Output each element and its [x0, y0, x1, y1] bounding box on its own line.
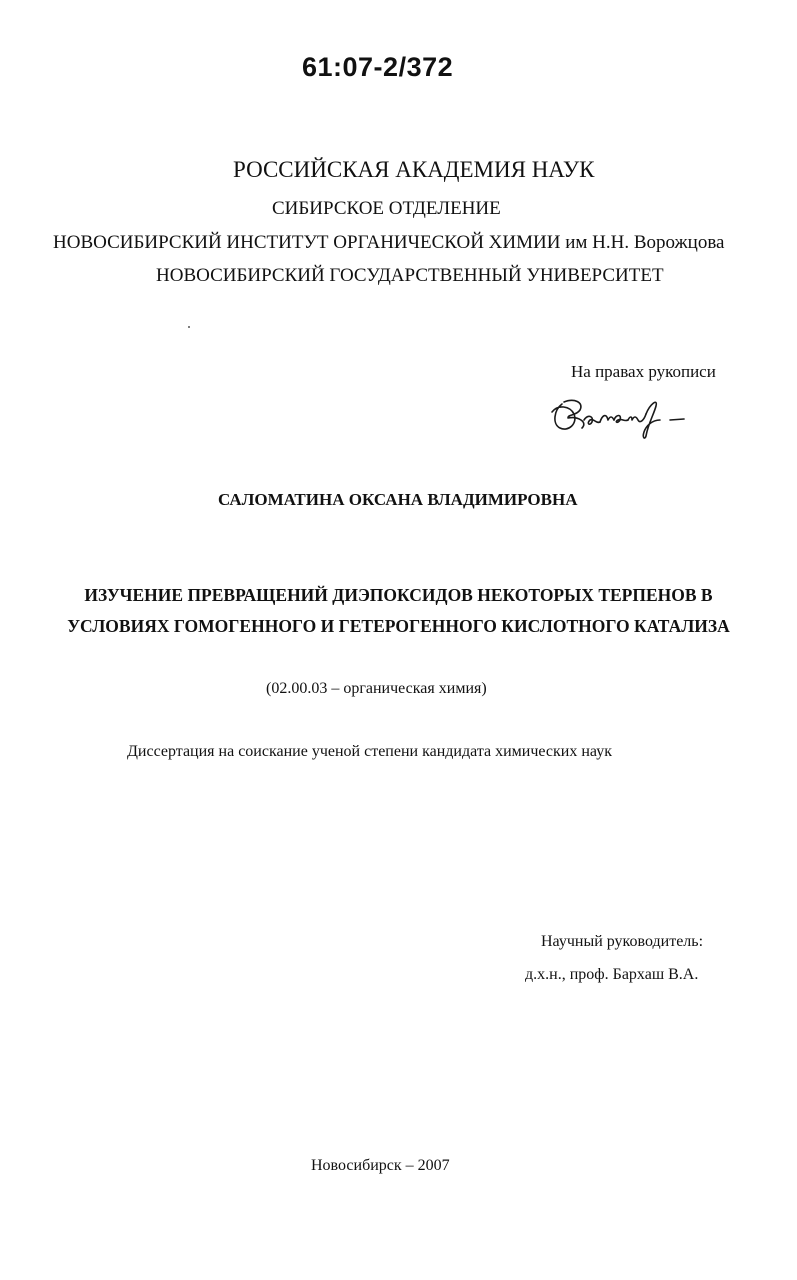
thesis-title-line-1: ИЗУЧЕНИЕ ПРЕВРАЩЕНИЙ ДИЭПОКСИДОВ НЕКОТОРЫХ ТЕРПЕНОВ В [84, 585, 713, 605]
supervisor-label: Научный руководитель: [541, 933, 704, 950]
handwritten-signature-icon [548, 390, 698, 442]
scan-speck [188, 326, 190, 328]
author-name: САЛОМАТИНА ОКСАНА ВЛАДИМИРОВНА [218, 490, 578, 509]
supervisor-name: д.х.н., проф. Бархаш В.А. [525, 966, 699, 983]
city-year: Новосибирск – 2007 [311, 1157, 450, 1174]
thesis-title-line-2: УСЛОВИЯХ ГОМОГЕННОГО И ГЕТЕРОГЕННОГО КИСЛОТНОГО КАТАЛИЗА [67, 616, 730, 636]
specialty-code: (02.00.03 – органическая химия) [266, 680, 487, 697]
academy-name: РОССИЙСКАЯ АКАДЕМИЯ НАУК [233, 157, 595, 182]
branch-name: СИБИРСКОЕ ОТДЕЛЕНИЕ [272, 198, 501, 219]
university-name: НОВОСИБИРСКИЙ ГОСУДАРСТВЕННЫЙ УНИВЕРСИТЕТ [156, 265, 664, 286]
catalog-number: 61:07-2/372 [302, 52, 454, 82]
manuscript-note: На правах рукописи [571, 362, 716, 381]
degree-statement: Диссертация на соискание ученой степени кандидата химических наук [127, 743, 612, 760]
institute-name: НОВОСИБИРСКИЙ ИНСТИТУТ ОРГАНИЧЕСКОЙ ХИМИИ им Н.Н. Ворожцова [53, 232, 725, 253]
